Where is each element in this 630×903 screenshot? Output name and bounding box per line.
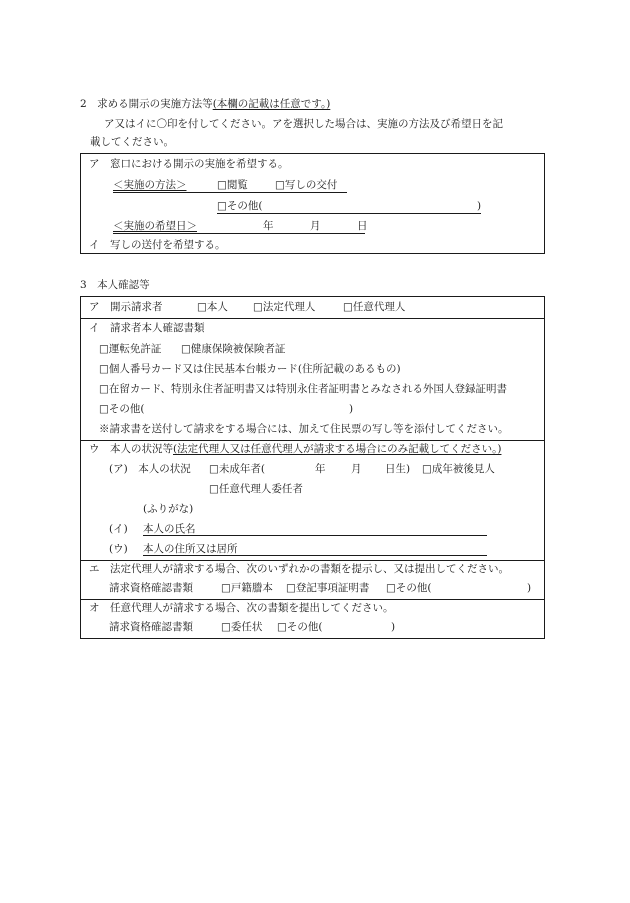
divider-row-e: [81, 599, 544, 600]
section2-instruction-line1: ア又はイに〇印を付してください。アを選択した場合は、実施の方法及び希望日を記: [104, 118, 503, 130]
section2-box: [80, 153, 545, 254]
id-other-close: ): [349, 403, 354, 415]
voluntary-agent-title: オ 任意代理人が請求する場合、次の書類を提出してください。: [89, 602, 394, 614]
section3-table: [80, 296, 545, 639]
principal-birth-month: 月: [351, 463, 362, 475]
requester-label: ア 開示請求者: [89, 301, 163, 313]
id-other-checkbox[interactable]: □その他(: [99, 403, 145, 415]
principal-status-title: [89, 443, 501, 456]
principal-name-field[interactable]: [143, 535, 487, 536]
voluntary-other-close: ): [391, 621, 396, 633]
method-other-checkbox[interactable]: □その他(: [217, 200, 263, 212]
divider-row-i: [81, 440, 544, 441]
principal-status-title-note: (法定代理人又は任意代理人が請求する場合にのみ記載してください。): [173, 443, 502, 455]
id-mail-note: ※請求書を送付して請求をする場合には、加えて住民票の写し等を添付してください。: [99, 423, 509, 435]
legal-family-register-checkbox[interactable]: □戸籍謄本: [221, 582, 273, 594]
option-a-label: ア 窓口における開示の実施を希望する。: [89, 158, 289, 170]
legal-other-checkbox[interactable]: □その他(: [386, 582, 432, 594]
principal-name-label: 本人の氏名: [143, 523, 196, 535]
legal-registry-cert-checkbox[interactable]: □登記事項証明書: [286, 582, 370, 594]
principal-address-field[interactable]: [143, 555, 487, 556]
principal-voluntary-checkbox[interactable]: □任意代理人委任者: [209, 483, 303, 495]
method-view-checkbox[interactable]: □閲覧: [217, 179, 248, 191]
method-other-close: ): [477, 200, 482, 212]
divider-row-a: [81, 318, 544, 319]
date-label: ＜実施の希望日＞: [113, 220, 197, 232]
requester-self-checkbox[interactable]: □本人: [197, 301, 228, 313]
requester-voluntary-checkbox[interactable]: □任意代理人: [343, 301, 406, 313]
voluntary-docs-label: 請求資格確認書類: [109, 621, 193, 633]
principal-address-index: (ウ): [109, 543, 128, 555]
voluntary-other-checkbox[interactable]: □その他(: [277, 621, 323, 633]
section2-instruction-line2: 載してください。: [90, 136, 174, 148]
principal-status-label: (ア) 本人の状況: [109, 463, 191, 475]
date-day: 日: [357, 220, 368, 232]
principal-address-label: 本人の住所又は居所: [143, 543, 238, 555]
method-other-field[interactable]: [217, 213, 481, 214]
id-mynumber-checkbox[interactable]: □個人番号カード又は住民基本台帳カード(住所記載のあるもの): [99, 363, 401, 375]
divider-row-u: [81, 560, 544, 561]
voluntary-poa-checkbox[interactable]: □委任状: [221, 621, 263, 633]
option-i-label: イ 写しの送付を希望する。: [89, 239, 226, 251]
method-label: ＜実施の方法＞: [113, 179, 187, 191]
date-month: 月: [310, 220, 321, 232]
id-docs-title: イ 請求者本人確認書類: [89, 322, 205, 334]
requester-legal-checkbox[interactable]: □法定代理人: [253, 301, 316, 313]
method-underline: [113, 192, 347, 193]
legal-docs-label: 請求資格確認書類: [109, 582, 193, 594]
principal-adult-ward-checkbox[interactable]: □成年被後見人: [422, 463, 495, 475]
furigana-label: (ふりがな): [143, 503, 194, 515]
principal-birth-year: 年: [315, 463, 326, 475]
legal-agent-title: エ 法定代理人が請求する場合、次のいずれかの書類を提示し、又は提出してください。: [89, 563, 509, 575]
id-license-checkbox[interactable]: □運転免許証: [99, 343, 162, 355]
principal-minor-checkbox[interactable]: □未成年者(: [209, 463, 266, 475]
section2-heading-text: 2 求める開示の実施方法等: [80, 98, 213, 110]
section2-heading-note: (本欄の記載は任意です。): [212, 98, 331, 110]
principal-birth-day: 日生): [385, 463, 411, 475]
id-insurance-checkbox[interactable]: □健康保険被保険者証: [181, 343, 286, 355]
principal-status-title-text: ウ 本人の状況等: [89, 443, 173, 455]
section3-heading: 3 本人確認等: [80, 279, 150, 291]
legal-other-close: ): [527, 582, 532, 594]
section2-heading: [80, 98, 330, 111]
principal-name-index: (イ): [109, 523, 128, 535]
id-residence-checkbox[interactable]: □在留カード、特別永住者証明書又は特別永住者証明書とみなされる外国人登録証明書: [99, 383, 507, 395]
method-copy-checkbox[interactable]: □写しの交付: [275, 179, 338, 191]
date-field[interactable]: [113, 233, 365, 234]
date-year: 年: [263, 220, 274, 232]
